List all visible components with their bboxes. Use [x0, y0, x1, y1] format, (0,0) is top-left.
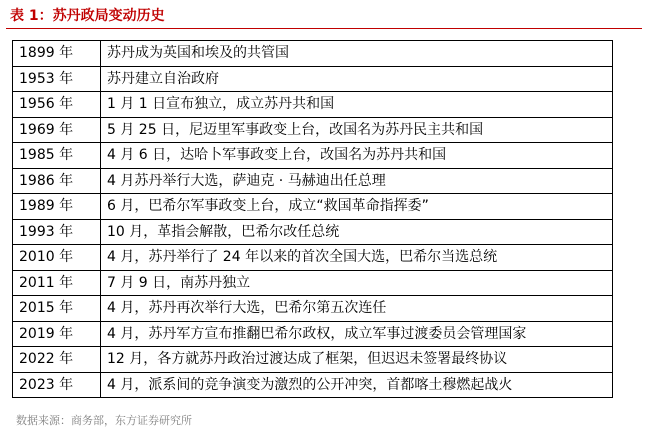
event-cell: 4 月，派系间的竞争演变为激烈的公开冲突，首都喀土穆燃起战火 [101, 372, 613, 398]
table-row [13, 143, 613, 169]
table-row [13, 372, 613, 398]
year-cell: 1993 年 [13, 219, 101, 245]
table-row [13, 296, 613, 322]
table-row [13, 117, 613, 143]
table-title: 表 1：苏丹政局变动历史 [10, 8, 165, 24]
title-bar [6, 0, 642, 29]
event-cell: 5 月 25 日，尼迈里军事政变上台，改国名为苏丹民主共和国 [101, 117, 613, 143]
year-cell: 1989 年 [13, 194, 101, 220]
table-row [13, 219, 613, 245]
year-cell: 2015 年 [13, 296, 101, 322]
table-row [13, 66, 613, 92]
history-table-body [13, 41, 613, 398]
event-cell: 1 月 1 日宣布独立，成立苏丹共和国 [101, 92, 613, 118]
table-row [13, 245, 613, 271]
table-row [13, 321, 613, 347]
event-cell: 12 月，各方就苏丹政治过渡达成了框架，但迟迟未签署最终协议 [101, 347, 613, 373]
year-cell: 2010 年 [13, 245, 101, 271]
event-cell: 4 月苏丹举行大选，萨迪克 · 马赫迪出任总理 [101, 168, 613, 194]
table-row [13, 194, 613, 220]
year-cell: 2022 年 [13, 347, 101, 373]
event-cell: 苏丹建立自治政府 [101, 66, 613, 92]
event-cell: 4 月，苏丹再次举行大选，巴希尔第五次连任 [101, 296, 613, 322]
year-cell: 2023 年 [13, 372, 101, 398]
table-row [13, 168, 613, 194]
event-cell: 7 月 9 日，南苏丹独立 [101, 270, 613, 296]
event-cell: 10 月，革指会解散，巴希尔改任总统 [101, 219, 613, 245]
year-cell: 2019 年 [13, 321, 101, 347]
year-cell: 2011 年 [13, 270, 101, 296]
event-cell: 4 月，苏丹举行了 24 年以来的首次全国大选，巴希尔当选总统 [101, 245, 613, 271]
year-cell: 1899 年 [13, 41, 101, 67]
table-row [13, 347, 613, 373]
table-row [13, 92, 613, 118]
year-cell: 1956 年 [13, 92, 101, 118]
source-note: 数据来源：商务部，东方证券研究所 [16, 414, 192, 427]
year-cell: 1985 年 [13, 143, 101, 169]
event-cell: 苏丹成为英国和埃及的共管国 [101, 41, 613, 67]
table-row [13, 41, 613, 67]
history-table [12, 40, 613, 398]
year-cell: 1986 年 [13, 168, 101, 194]
table-row [13, 270, 613, 296]
year-cell: 1969 年 [13, 117, 101, 143]
event-cell: 4 月 6 日，达哈卜军事政变上台，改国名为苏丹共和国 [101, 143, 613, 169]
year-cell: 1953 年 [13, 66, 101, 92]
event-cell: 6 月，巴希尔军事政变上台，成立“救国革命指挥委” [101, 194, 613, 220]
event-cell: 4 月，苏丹军方宣布推翻巴希尔政权，成立军事过渡委员会管理国家 [101, 321, 613, 347]
